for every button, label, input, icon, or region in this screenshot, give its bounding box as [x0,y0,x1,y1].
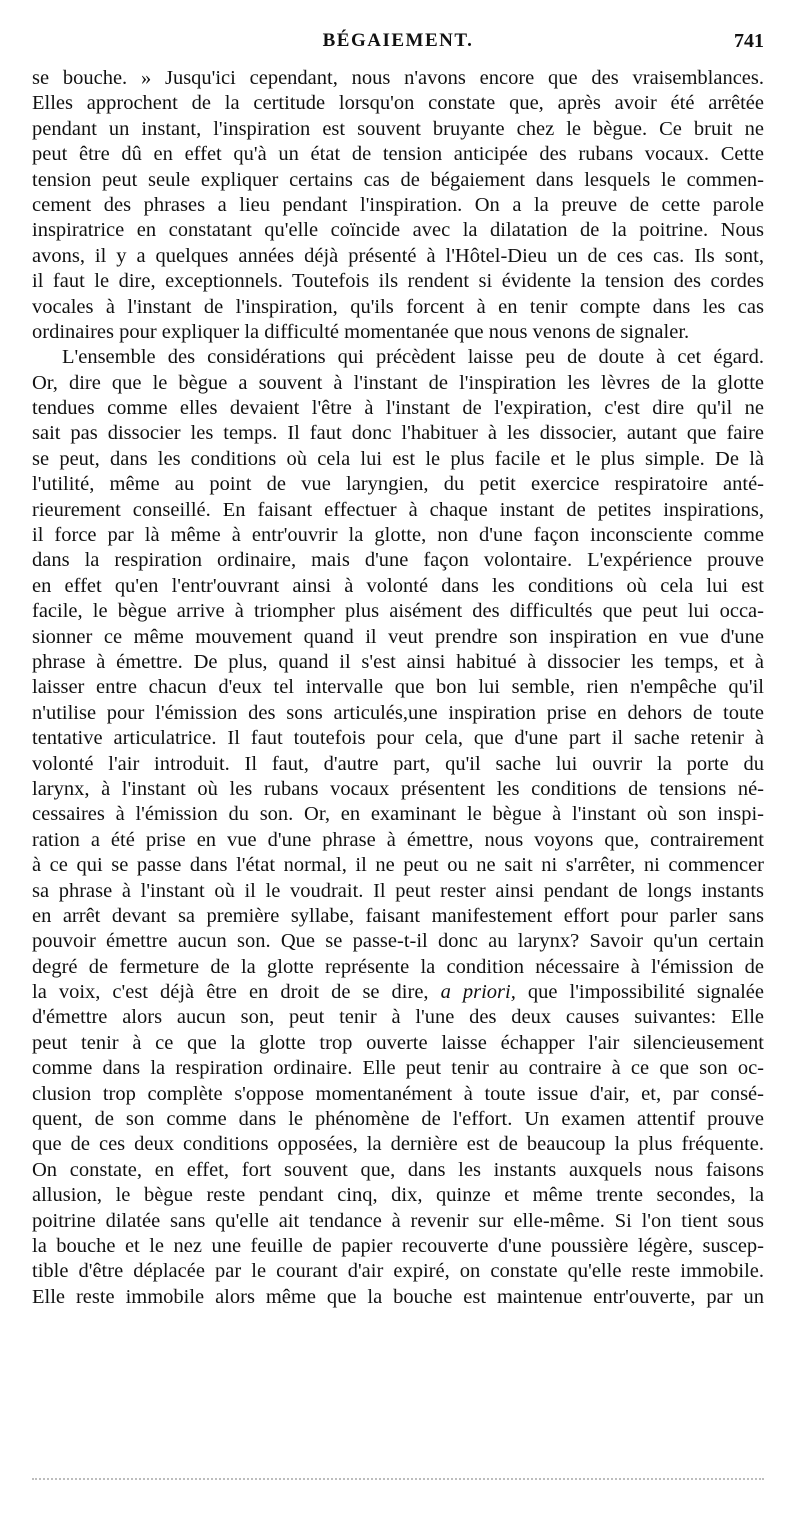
text-line: L'ensemble des considérations qui précèdent laisse peu de doute à cet égard. [62,346,764,369]
footer-rule [32,1478,764,1480]
text-line: Elle reste immobile alors même que la bouche est maintenue entr'ouverte, par un [32,1285,764,1308]
italic-phrase: a priori, [440,981,516,1004]
text-line: volonté l'air introduit. Il faut, d'autre part, qu'il sache lui ouvrir la porte du [32,752,764,775]
text-line: peut tenir à ce que la glotte trop ouverte laisse échapper l'air silencieusement [32,1031,764,1054]
text-line: comme dans la respiration ordinaire. Elle peut tenir au contraire à ce que son oc- [32,1057,764,1080]
text-line: quent, de son comme dans le phénomène de l'effort. Un examen attentif prouve [32,1108,764,1131]
text-line: Or, dire que le bègue a souvent à l'instant de l'inspiration les lèvres de la glotte [32,371,764,394]
text-line: inspiratrice en constatant qu'elle coïncide avec la dilatation de la poitrine. Nous [32,219,764,242]
text-line: à ce qui se passe dans l'état normal, il ne peut ou ne sait ni s'arrêter, ni commencer [32,854,764,877]
text-line: ration a été prise en vue d'une phrase à émettre, nous voyons que, contrairement [32,828,764,851]
text-line: pouvoir émettre aucun son. Que se passe-t-il donc au larynx? Savoir qu'un certain [32,930,764,953]
text-line [32,980,764,1005]
text-line-start: la voix, c'est déjà être en droit de se dire, [32,981,429,1004]
text-line: il force par là même à entr'ouvrir la glotte, non d'une façon inconsciente comme [32,524,764,547]
text-line: ordinaires pour expliquer la difficulté momentanée que nous venons de signaler. [32,320,690,343]
running-head [32,30,764,60]
text-line-end: que l'impossibilité signalée [527,981,764,1004]
text-line: il faut le dire, exceptionnels. Toutefois ils rendent si évidente la tension des cordes [32,270,764,293]
text-line: sionner ce même mouvement quand il veut prendre son inspiration en vue d'une [32,625,764,648]
text-line: sait pas dissocier les temps. Il faut donc l'habituer à les dissocier, autant que faire [32,422,764,445]
text-line: degré de fermeture de la glotte représente la condition nécessaire à l'émission de [32,955,764,978]
text-line: se peut, dans les conditions où cela lui est le plus facile et le plus simple. De là [32,447,764,470]
text-line: tentative articulatrice. Il faut toutefois pour cela, que d'une part il sache retenir à [32,727,764,750]
text-line: pendant un instant, l'inspiration est souvent bruyante chez le bègue. Ce bruit ne [32,117,764,140]
text-line: se bouche. » Jusqu'ici cependant, nous n'avons encore que des vraisemblances. [32,67,764,89]
text-line: l'utilité, même au point de vue laryngien, du petit exercice respiratoire anté- [32,473,764,496]
text-line: sa phrase à l'instant où il le voudrait. Il peut rester ainsi pendant de longs instants [32,879,764,902]
text-line: n'utilise pour l'émission des sons articulés,une inspiration prise en dehors de toute [32,701,764,724]
text-line: tendues comme elles devaient l'être à l'instant de l'expiration, c'est dire qu'il ne [32,397,764,420]
text-line: en arrêt devant sa première syllabe, faisant manifestement effort pour parler sans [32,904,764,927]
text-line: la bouche et le nez une feuille de papier recouverte d'une poussière légère, suscep- [32,1234,764,1257]
running-title: BÉGAIEMENT. [322,30,474,51]
text-line: On constate, en effet, fort souvent que, dans les instants auxquels nous faisons [32,1158,764,1181]
text-line: larynx, à l'instant où les rubans vocaux présentent les conditions de tensions né- [32,777,764,800]
text-line: d'émettre alors aucun son, peut tenir à l'une des deux causes suivantes: Elle [32,1006,764,1029]
text-line: vocales à l'instant de l'inspiration, qu'ils forcent à en tenir compte dans les cas [32,295,764,318]
text-line: en effet qu'en l'entr'ouvrant ainsi à volonté dans les conditions où cela lui est [32,574,764,597]
paragraph-2 [32,345,764,1310]
text-line: cement des phrases a lieu pendant l'inspiration. On a la preuve de cette parole [32,193,764,216]
text-line: facile, le bègue arrive à triompher plus aisément des difficultés que peut lui occa- [32,600,764,623]
text-line: Elles approchent de la certitude lorsqu'on constate que, après avoir été arrêtée [32,92,764,115]
text-line: peut être dû en effet qu'à un état de tension anticipée des rubans vocaux. Cette [32,143,764,166]
page-number: 741 [734,30,764,52]
paragraph-1 [32,66,764,345]
text-line: tension peut seule expliquer certains cas de bégaiement dans lesquels le commen- [32,168,764,191]
text-line: rieurement conseillé. En faisant effectuer à chaque instant de petites inspirations, [32,498,764,521]
text-line: avons, il y a quelques années déjà présenté à l'Hôtel-Dieu un de ces cas. Ils sont, [32,244,764,267]
text-line: poitrine dilatée sans qu'elle ait tendance à revenir sur elle-même. Si l'on tient sous [32,1209,764,1232]
text-line: laisser entre chacun d'eux tel intervalle que bon lui semble, rien n'empêche qu'il [32,676,764,699]
text-line: dans la respiration ordinaire, mais d'une façon volontaire. L'expérience prouve [32,549,764,572]
body-text [32,66,764,1310]
text-line: phrase à émettre. De plus, quand il s'est ainsi habitué à dissocier les temps, et à [32,650,764,673]
text-line: clusion trop complète s'oppose momentanément à toute issue d'air, et, par consé- [32,1082,764,1105]
text-line: tible d'être déplacée par le courant d'air expiré, on constate qu'elle reste immobile. [32,1260,764,1283]
text-line: cessaires à l'émission du son. Or, en examinant le bègue à l'instant où son inspi- [32,803,764,826]
text-line: que de ces deux conditions opposées, la dernière est de beaucoup la plus fréquente. [32,1133,764,1156]
text-line: allusion, le bègue reste pendant cinq, dix, quinze et même trente secondes, la [32,1184,764,1207]
